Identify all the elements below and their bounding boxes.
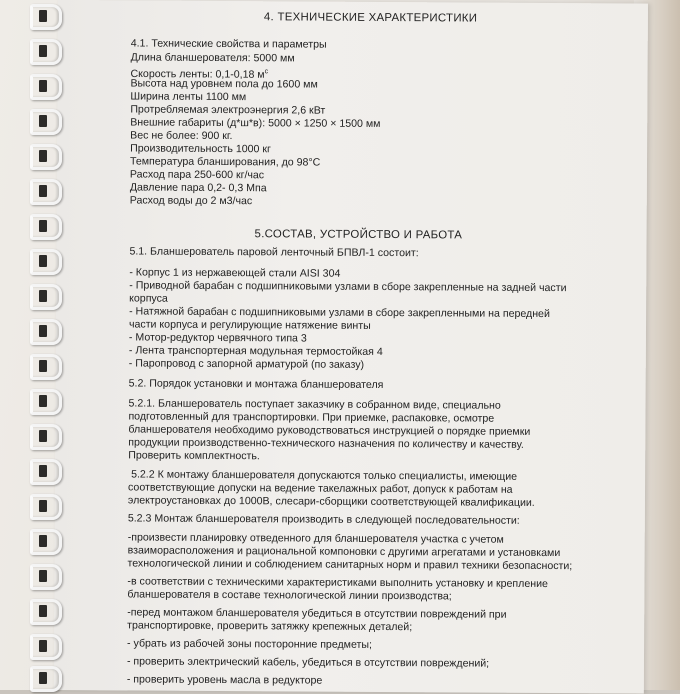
- p523-title: 5.2.3 Монтаж бланшерователя производить в следующей последовательности:: [127, 512, 520, 527]
- binding-ring: [30, 494, 62, 520]
- binding-ring: [30, 74, 62, 100]
- component-line: корпуса: [129, 292, 168, 305]
- binding-ring: [30, 284, 62, 310]
- binding-ring: [30, 249, 62, 275]
- p522-line: соответствующие допуски на ведение такелажных работ, допуск к работам на: [127, 481, 513, 496]
- spec-line: Скорость ленты: 0,1-0,18 $м^с$: [130, 67, 269, 81]
- binding-ring: [30, 529, 62, 555]
- spec-line: Внешние габариты (д*ш*в): 5000 × 1250 × 1500 мм: [130, 116, 381, 130]
- component-line: - Приводной барабан с подшипниковыми узлами в сборе закрепленные на задней части: [129, 279, 567, 295]
- spec-line: Протребляемая электроэнергия 2,6 кВт: [130, 103, 326, 117]
- component-line: - Паропровод с запорной арматурой (по заказу): [128, 357, 365, 371]
- step-line: - проверить уровень масла в редукторе: [126, 673, 323, 687]
- binding-ring: [30, 424, 62, 450]
- step-line: бланшерователя в составе технологической линии производства;: [127, 588, 452, 603]
- p521-line: продукции производственно-технического назначения по количеству и качеству.: [128, 436, 524, 451]
- binding-ring: [30, 109, 62, 135]
- p522-line: 5.2.2 К монтажу бланшерователя допускаются только специалисты, имеющие: [131, 468, 518, 483]
- p521-line: 5.2.1. Бланшерователь поступает заказчику в собранном виде, специально: [128, 397, 501, 412]
- component-line: - Корпус 1 из нержавеющей стали AISI 304: [129, 266, 341, 280]
- spec-line: Ширина ленты 1100 мм: [130, 90, 247, 104]
- section4-title: 4. ТЕХНИЧЕСКИЕ ХАРАКТЕРИСТИКИ: [263, 11, 478, 25]
- spec-line: Давление пара 0,2- 0,3 Мпа: [129, 181, 267, 195]
- document-page: [54, 0, 648, 694]
- spiral-binding: [0, 0, 70, 690]
- binding-ring: [30, 354, 62, 380]
- step-line: -перед монтажом бланшерователя убедиться в отсутствии повреждений при: [127, 606, 507, 621]
- binding-ring: [30, 179, 62, 205]
- binding-ring: [30, 634, 62, 660]
- step-line: -в соответствии с техническими характеристиками выполнить установку и крепление: [127, 575, 548, 591]
- spec-line: Вес не более: 900 кг.: [130, 129, 233, 143]
- spec-line: Температура бланширования, до 98°С: [129, 155, 321, 169]
- component-line: части корпуса и регулирующие натяжение винты: [128, 318, 371, 332]
- order-title: 5.2. Порядок установки и монтажа бланшерователя: [128, 377, 384, 391]
- p521-line: бланшерователя необходимо руководствоваться инструкцией о порядке приемки: [128, 423, 531, 438]
- binding-ring: [30, 389, 62, 415]
- binding-ring: [30, 319, 62, 345]
- component-line: - Лента транспортерная модульная термостойкая 4: [128, 344, 383, 358]
- spec-line: Расход воды до 2 м3/час: [129, 194, 253, 208]
- binding-ring: [30, 214, 62, 240]
- binding-ring: [30, 4, 62, 30]
- step-line: - убрать из рабочей зоны посторонние предметы;: [127, 637, 372, 651]
- section4-subtitle: 4.1. Технические свойства и параметры: [130, 37, 327, 51]
- component-line: - Мотор-редуктор червячного типа 3: [128, 331, 307, 345]
- step-line: -произвести планировку отведенного для бланшерователя участка с учетом: [127, 531, 504, 546]
- spec-line: Высота над уровнем пола до 1600 мм: [130, 77, 318, 91]
- step-line: технологической линии и соблюдением санитарных норм и правил техники безопасности;: [127, 557, 573, 573]
- step-line: - проверить электрический кабель, убедиться в отсутствии повреждений;: [126, 655, 490, 670]
- section5-title: 5.СОСТАВ, УСТРОЙСТВО И РАБОТА: [254, 228, 463, 242]
- binding-ring: [30, 564, 62, 590]
- binding-ring: [30, 666, 62, 692]
- spec-line: Длина бланшерователя: 5000 мм: [130, 51, 295, 65]
- spec-line: Расход пара 250-600 кг/час: [129, 168, 265, 182]
- binding-ring: [30, 144, 62, 170]
- p521-line: подготовленный для транспортировки. При приемке, распаковке, осмотре: [128, 410, 495, 425]
- step-line: транспортировке, проверить затяжку крепежных деталей;: [127, 619, 413, 634]
- binding-ring: [30, 459, 62, 485]
- spec-line: Производительность 1000 кг: [130, 142, 271, 156]
- step-line: взаиморасположения и рациональной компоновки с другими агрегатами и установками: [127, 544, 561, 560]
- p522-line: электроустановках до 1000В, слесари-сборщики соответствующей квалификации.: [127, 494, 535, 509]
- section5-intro: 5.1. Бланшерователь паровой ленточный БПВЛ-1 состоит:: [129, 245, 419, 260]
- binding-ring: [30, 599, 62, 625]
- binding-ring: [30, 39, 62, 65]
- p521-line: Проверить комплектность.: [128, 449, 260, 463]
- component-line: - Натяжной барабан с подшипниковыми узлами в сборе закрепленными на передней: [129, 305, 550, 321]
